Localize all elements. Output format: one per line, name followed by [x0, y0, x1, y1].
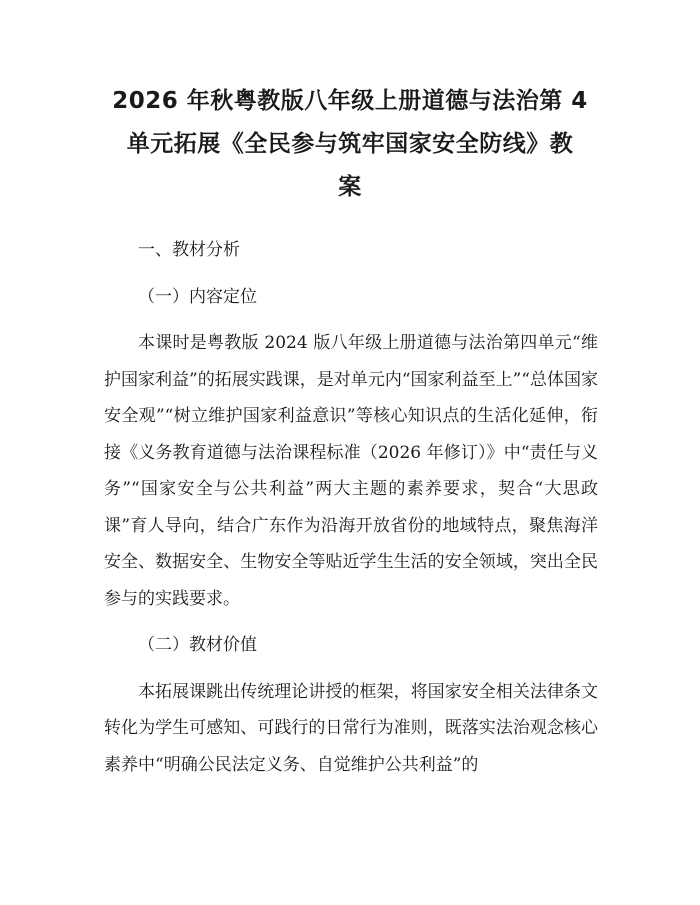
paragraph-content-positioning: 本课时是粤教版 2024 版八年级上册道德与法治第四单元“维护国家利益”的拓展实践课，是对单元内“国家利益至上”“总体国家安全观”“树立维护国家利益意识”等核心知识点的生活化延伸，衔接《义务教育道德与法治课程标准（2026 年修订）》中“责任与义务”“国家安全与公共利益”两大主题的素养要求，契合“大思政课”育人导向，结合广东作为沿海开放省份的地域特点，聚焦海洋安全、数据安全、生物安全等贴近学生生活的安全领域，突出全民参与的实践要求。	[104, 333, 598, 609]
document-title	[96, 80, 604, 209]
subsection-heading-teaching-material-value: （二）教材价值	[138, 635, 257, 655]
title-line-2: 单元拓展《全民参与筑牢国家安全防线》教	[126, 131, 574, 157]
title-line-1: 2026 年秋粤教版八年级上册道德与法治第 4	[112, 88, 588, 114]
section-heading-teaching-material-analysis: 一、教材分析	[138, 240, 240, 260]
paragraph-teaching-material-value: 本拓展课跳出传统理论讲授的框架，将国家安全相关法律条文转化为学生可感知、可践行的日常行为准则，既落实法治观念核心素养中“明确公民法定义务、自觉维护公共利益”的	[104, 681, 598, 775]
document-body	[104, 232, 598, 783]
title-line-3: 案	[338, 174, 362, 200]
subsection-heading-content-positioning: （一）内容定位	[138, 286, 257, 307]
